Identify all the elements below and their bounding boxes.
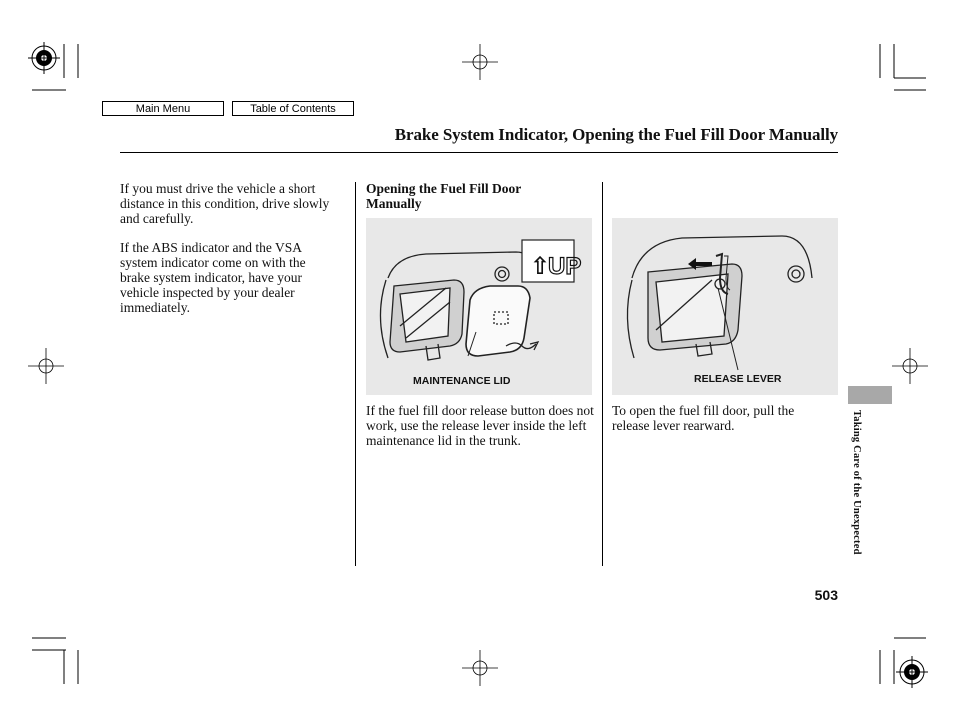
column3-paragraph: To open the fuel fill door, pull the release lever rearward. — [612, 403, 795, 433]
main-menu-button[interactable]: Main Menu — [102, 101, 224, 116]
maintenance-lid-label: MAINTENANCE LID — [413, 375, 511, 387]
column1-paragraph-2: If the ABS indicator and the VSA system indicator come on with the brake system indicator, have your vehicle inspected by your dealer immediately. — [120, 240, 306, 315]
up-arrow-icon: ⇧ — [530, 253, 551, 280]
page-number: 503 — [814, 587, 838, 603]
section-heading: Opening the Fuel Fill Door Manually — [366, 181, 522, 211]
page-title: Brake System Indicator, Opening the Fuel Fill Door Manually — [394, 125, 838, 144]
table-of-contents-button[interactable]: Table of Contents — [232, 101, 354, 116]
column1-paragraph-1: If you must drive the vehicle a short distance in this condition, drive slowly and carefully. — [120, 181, 330, 226]
release-lever-illustration — [612, 218, 838, 395]
title-rule — [120, 152, 838, 153]
section-tab-marker — [848, 386, 892, 404]
maintenance-lid-illustration — [366, 218, 592, 395]
section-tab-label: Taking Care of the Unexpected — [851, 410, 862, 555]
maintenance-lid-figure — [366, 218, 592, 395]
up-label: UP — [548, 253, 582, 280]
column-divider-2 — [602, 182, 603, 566]
column2-paragraph: If the fuel fill door release button does not work, use the release lever inside the left maintenance lid in the trunk. — [366, 403, 594, 448]
release-lever-figure — [612, 218, 838, 395]
release-lever-label: RELEASE LEVER — [694, 373, 782, 385]
column-divider-1 — [355, 182, 356, 566]
